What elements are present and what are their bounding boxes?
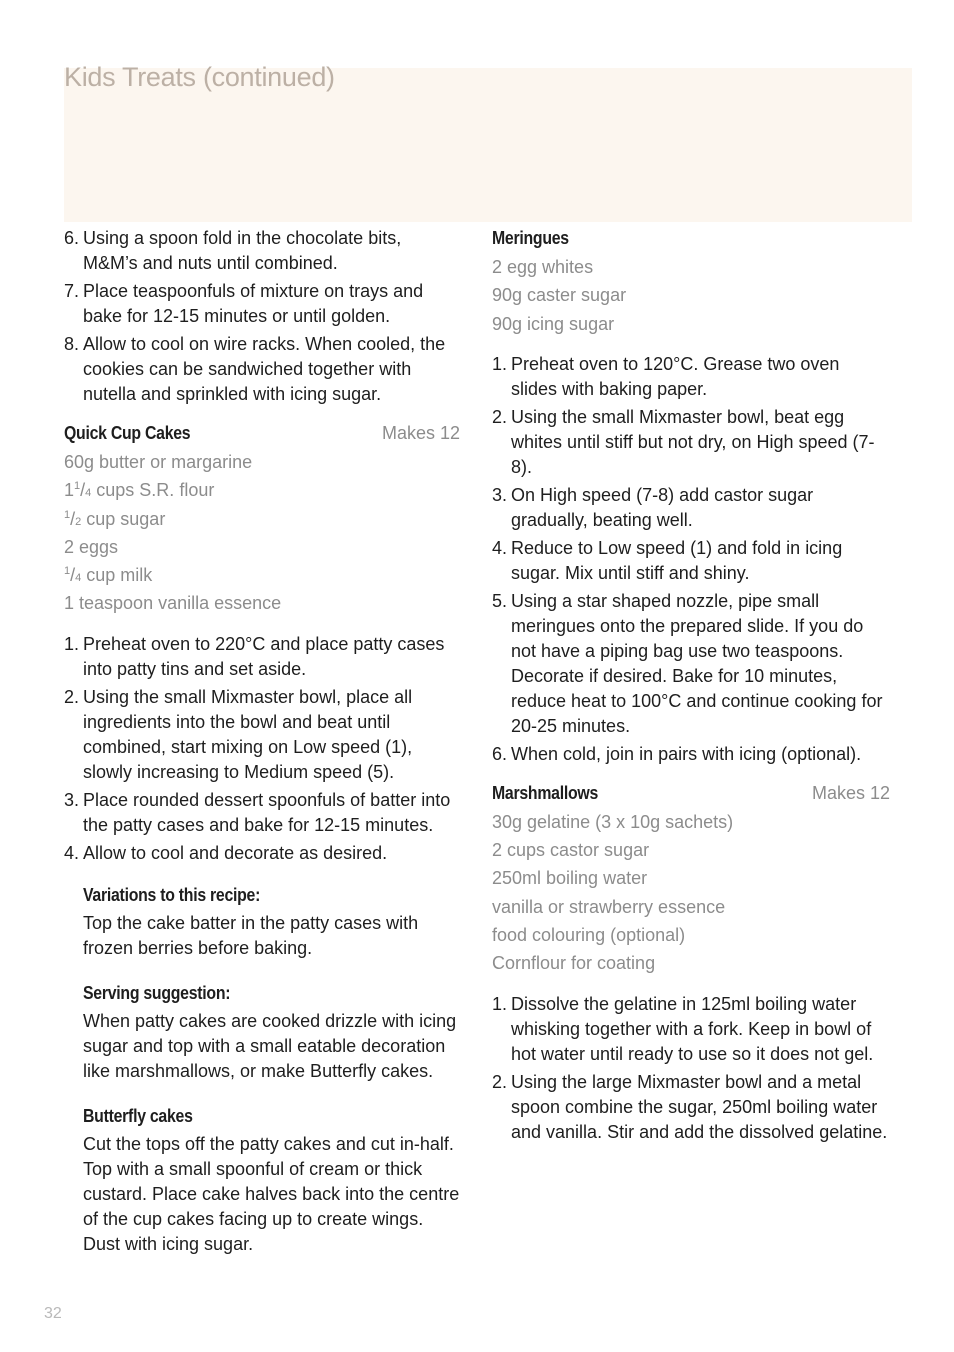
meringues-steps bbox=[492, 352, 890, 767]
step-item: 6. When cold, join in pairs with icing (optional). bbox=[492, 743, 862, 764]
step-item: 8. Allow to cool on wire racks. When cooled, the cookies can be sandwiched together with nutella and sprinkled with icing sugar. bbox=[64, 334, 446, 404]
recipe-title: Marshmallows bbox=[492, 782, 598, 803]
ingredient-item: 90g icing sugar bbox=[492, 313, 615, 334]
ingredient-item: $^1$/4 cup milk bbox=[64, 565, 153, 586]
page-title: Kids Treats (continued) bbox=[64, 62, 335, 92]
step-item: 2. Using the small Mixmaster bowl, place all ingredients into the bowl and beat until combined, start mixing on Low speed (1), slowly increasing to Medium speed (5). bbox=[64, 686, 413, 782]
step-item: 2. Using the large Mixmaster bowl and a metal spoon combine the sugar, 250ml boiling water and vanilla. Stir and add the dissolved gelatine. bbox=[492, 1071, 888, 1142]
marshmallows-steps bbox=[492, 992, 890, 1145]
step-item: 2. Using the small Mixmaster bowl, beat egg whites until stiff but not dry, on High speed (7-8). bbox=[492, 406, 875, 477]
step-item: 3. On High speed (7-8) add castor sugar gradually, beating well. bbox=[492, 484, 814, 530]
recipe-yield: Makes 12 bbox=[381, 423, 460, 443]
step-item: 4. Reduce to Low speed (1) and fold in icing sugar. Mix until stiff and shiny. bbox=[492, 537, 843, 583]
step-item: 4. Allow to cool and decorate as desired. bbox=[64, 842, 388, 863]
serving-note bbox=[83, 981, 460, 1084]
butterfly-note bbox=[83, 1104, 460, 1257]
recipe-yield: Makes 12 bbox=[811, 782, 890, 803]
step-item: 3. Place rounded dessert spoonfuls of batter into the patty cases and bake for 12-15 minutes. bbox=[64, 789, 451, 835]
note-title: Serving suggestion: bbox=[83, 982, 231, 1003]
recipe-title: Quick Cup Cakes bbox=[64, 423, 191, 443]
note-title: Variations to this recipe: bbox=[83, 884, 261, 905]
page-number: 32 bbox=[44, 1305, 62, 1322]
ingredient-item: 60g butter or margarine bbox=[64, 452, 253, 472]
step-item: 5. Using a star shaped nozzle, pipe small meringues onto the prepared slide. If you do not have a piping bag use two teaspoons. Decorate if desired. Bake for 10 minutes, reduce heat to 100°C and continue cooking for 20-25 minutes. bbox=[492, 590, 883, 736]
note-body: When patty cakes are cooked drizzle with icing sugar and top with a small eatable decoration like marshmallows, or make Butterfly cakes. bbox=[83, 1010, 457, 1081]
ingredient-item: 30g gelatine (3 x 10g sachets) bbox=[492, 811, 734, 832]
ingredient-item: 2 egg whites bbox=[492, 257, 594, 277]
cookie-steps-continued bbox=[64, 226, 460, 407]
recipe-title: Meringues bbox=[492, 228, 569, 248]
ingredient-item: Cornflour for coating bbox=[492, 953, 656, 974]
ingredient-item: food colouring (optional) bbox=[492, 925, 686, 946]
marshmallows-heading bbox=[492, 781, 890, 806]
ingredient-item: 2 cups castor sugar bbox=[492, 840, 650, 861]
cupcakes-ingredients bbox=[64, 448, 460, 618]
ingredient-item: $1^1/4$ cups S.R. flour bbox=[64, 480, 215, 501]
ingredient-item: 1 teaspoon vanilla essence bbox=[64, 593, 282, 614]
step-item: 1. Preheat oven to 120°C. Grease two oven slides with baking paper. bbox=[492, 353, 840, 399]
ingredient-item: vanilla or strawberry essence bbox=[492, 896, 726, 917]
note-body: Top the cake batter in the patty cases with frozen berries before baking. bbox=[83, 912, 419, 958]
right-column bbox=[492, 226, 890, 1148]
ingredient-item: 250ml boiling water bbox=[492, 868, 648, 889]
ingredient-item: $^1$/2 cup sugar bbox=[64, 508, 166, 529]
meringues-heading bbox=[492, 226, 890, 251]
step-item: 1. Preheat oven to 220°C and place patty cases into patty tins and set aside. bbox=[64, 633, 445, 679]
step-item: 1. Dissolve the gelatine in 125ml boiling water whisking together with a fork. Keep in bowl of hot water until ready to use so it does not gel. bbox=[492, 993, 874, 1064]
ingredient-item: 90g caster sugar bbox=[492, 285, 627, 306]
note-body: Cut the tops off the patty cakes and cut in-half. Top with a small spoonful of cream or thick custard. Place cake halves back into the centre of the cup cakes facing up to create wings. Dust with icing sugar. bbox=[83, 1133, 460, 1254]
left-column bbox=[64, 226, 460, 1257]
cupcakes-steps bbox=[64, 632, 460, 866]
variations-note bbox=[83, 883, 460, 961]
step-item: 7. Place teaspoonfuls of mixture on trays and bake for 12-15 minutes or until golden. bbox=[64, 281, 424, 326]
meringues-ingredients bbox=[492, 253, 890, 338]
marshmallows-ingredients bbox=[492, 808, 890, 978]
step-item: 6. Using a spoon fold in the chocolate bits, M&M’s and nuts until combined. bbox=[64, 228, 402, 273]
ingredient-item: 2 eggs bbox=[64, 536, 119, 557]
cupcakes-heading bbox=[64, 421, 460, 446]
note-title: Butterfly cakes bbox=[83, 1105, 193, 1126]
